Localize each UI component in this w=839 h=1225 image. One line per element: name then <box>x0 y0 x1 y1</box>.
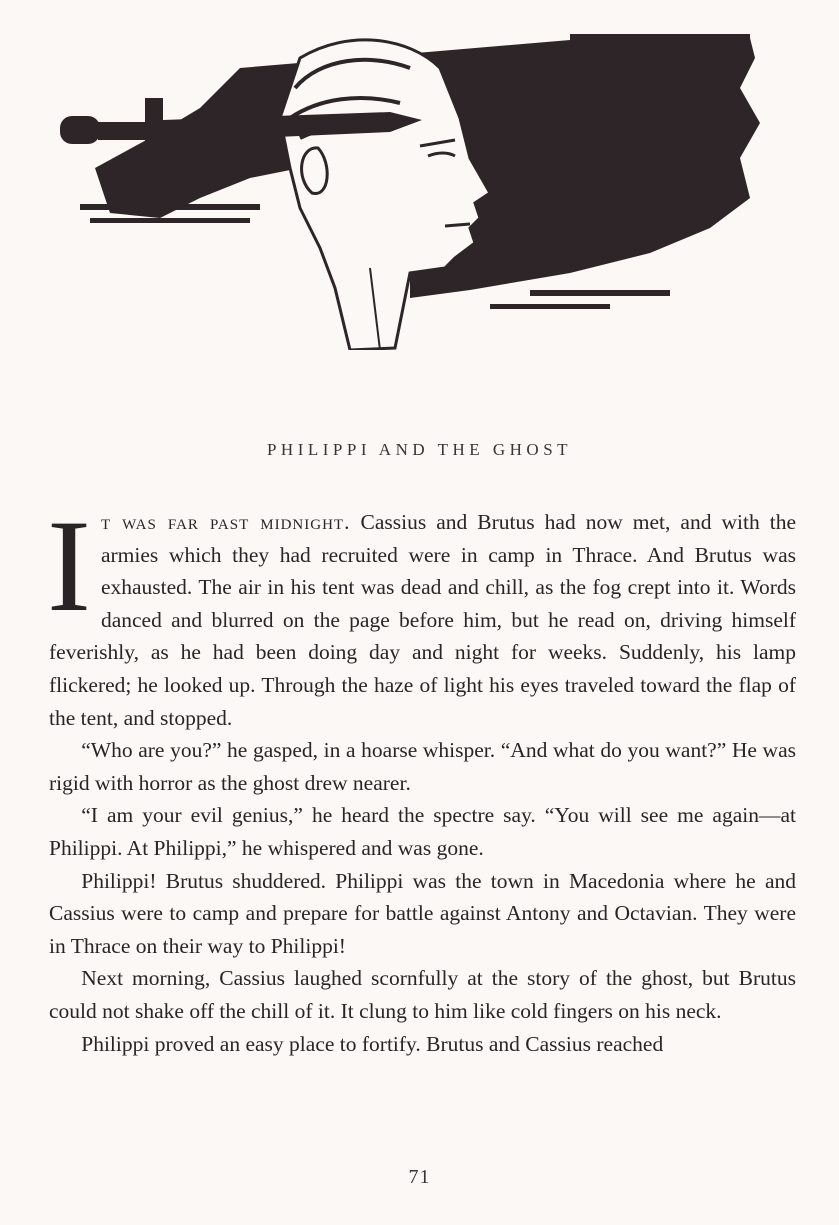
paragraph-2: “Who are you?” he gasped, in a hoarse whisper. “And what do you want?” He was rigid with horror as the ghost drew nearer. <box>49 738 796 795</box>
paragraph-5: Next morning, Cassius laughed scornfully at the story of the ghost, but Brutus could not shake off the chill of it. It clung to him like cold fingers on his neck. <box>49 966 796 1023</box>
paragraph-4: Philippi! Brutus shuddered. Philippi was the town in Macedonia where he and Cassius were to camp and prepare for battle against Antony and Octavian. They were in Thrace on their way to Philippi! <box>49 868 796 958</box>
paragraph-3: “I am your evil genius,” he heard the spectre say. “You will see me again—at Philippi. At Philippi,” he whispered and was gone. <box>49 803 796 860</box>
opening-smallcaps: t was far past midnight. <box>100 510 351 534</box>
chapter-title: PHILIPPI AND THE GHOST <box>266 440 573 459</box>
roman-head-illustration <box>50 28 760 350</box>
chapter-text <box>47 492 796 1060</box>
dagger-grip <box>98 122 148 140</box>
drop-cap: I <box>47 492 91 639</box>
paragraph-6: Philippi proved an easy place to fortify. Brutus and Cassius reached <box>81 1031 664 1056</box>
dagger-pommel <box>60 116 100 144</box>
paragraph-text: Cassius and Brutus had now met, and with the armies which they had recruited were in camp in Thrace. And Brutus was exhausted. The air in his tent was dead and chill, as the fog crept into it. Words danced and blurred on the page before him, but he read on, driving himself feverishly, as he had been doing day and night for weeks. Suddenly, his lamp flickered; he looked up. Through the haze of light his eyes traveled toward the flap of the tent, and stopped. <box>49 510 796 730</box>
paragraph-1 <box>47 492 796 734</box>
page-number: 71 <box>408 1166 431 1188</box>
